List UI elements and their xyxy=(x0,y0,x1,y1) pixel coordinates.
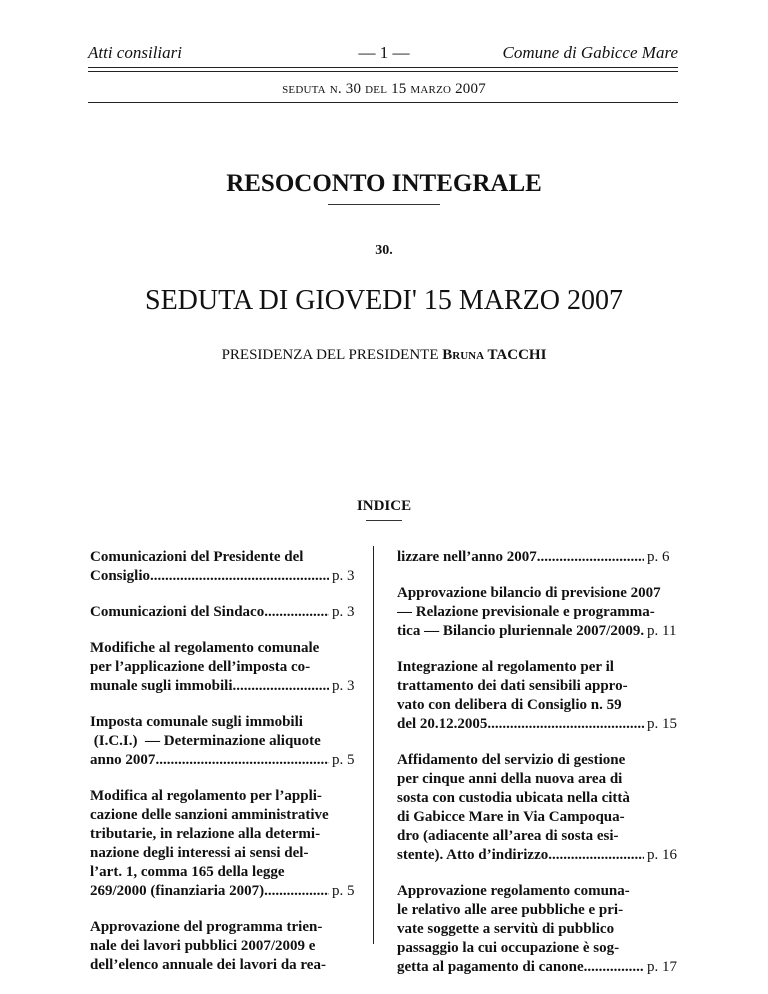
index-entry-last-line xyxy=(90,567,354,586)
index-entry-text: stente). Atto d’indirizzo xyxy=(397,847,549,863)
index-entry-text: 269/2000 (finanziaria 2007) xyxy=(90,883,265,899)
session-subheader: seduta n. 30 del 15 marzo 2007 xyxy=(282,81,486,97)
index-entry-text: Consiglio xyxy=(90,568,151,584)
index-entry-line: le relativo alle aree pubbliche e pri- xyxy=(397,902,624,918)
index-underline xyxy=(366,520,402,521)
index-entry-page: p. 3 xyxy=(332,604,355,620)
index-entry xyxy=(397,658,677,734)
index-entry-line: di Gabicce Mare in Via Campoqua- xyxy=(397,809,625,825)
index-entry-page: p. 5 xyxy=(332,883,355,899)
index-entry-page: p. 3 xyxy=(332,568,355,584)
index-entry-last-line xyxy=(90,603,354,622)
index-entry-page: p. 5 xyxy=(332,752,355,768)
index-entry-page: p. 16 xyxy=(647,847,677,863)
index-entry-line: (I.C.I.) — Determinazione aliquote xyxy=(90,733,321,749)
index-entry-line: l’art. 1, comma 165 della legge xyxy=(90,864,285,880)
header-right: Comune di Gabicce Mare xyxy=(502,43,678,62)
column-divider xyxy=(373,546,374,944)
index-entry-line: Modifica al regolamento per l’appli- xyxy=(90,788,322,804)
index-entry xyxy=(397,882,677,977)
index-entry xyxy=(397,548,677,567)
leader-dots xyxy=(233,677,329,696)
index-entry-last-line xyxy=(90,751,354,770)
index-entry-line: dell’elenco annuale dei lavori da rea- xyxy=(90,957,326,973)
index-entry-line: Approvazione bilancio di previsione 2007 xyxy=(397,585,661,601)
index-entry-text: tica — Bilancio pluriennale 2007/2009 xyxy=(397,623,641,639)
leader-dots xyxy=(548,846,644,865)
index-entry-line: trattamento dei dati sensibili appro- xyxy=(397,678,628,694)
index-entry xyxy=(397,751,677,865)
index-entry-text: Comunicazioni del Sindaco xyxy=(90,604,265,620)
index-entry xyxy=(90,918,354,975)
index-entry-line: vato con delibera di Consiglio n. 59 xyxy=(397,697,622,713)
index-entry-line: tributarie, in relazione alla determi- xyxy=(90,826,321,842)
index-entry xyxy=(90,713,354,770)
index-entry-line: Affidamento del servizio di gestione xyxy=(397,752,626,768)
index-entry-line: per l’applicazione dell’imposta co- xyxy=(90,659,311,675)
index-entry-line: Approvazione del programma trien- xyxy=(90,919,323,935)
index-entry-line: Approvazione regolamento comuna- xyxy=(397,883,630,899)
document-title: RESOCONTO INTEGRALE xyxy=(226,170,542,197)
session-number: 30. xyxy=(375,243,393,258)
index-entry-page: p. 17 xyxy=(647,959,677,975)
index-entry-line: nale dei lavori pubblici 2007/2009 e xyxy=(90,938,316,954)
index-entry-line: Integrazione al regolamento per il xyxy=(397,659,614,675)
index-entry-line: vate soggette a servitù di pubblico xyxy=(397,921,615,937)
index-entry-text: munale sugli immobili xyxy=(90,678,233,694)
header-rule-top xyxy=(88,67,678,68)
subheader-rule xyxy=(88,102,678,103)
index-entry-text: lizzare nell’anno 2007 xyxy=(397,549,537,565)
index-column-left xyxy=(90,548,354,992)
index-entry-last-line xyxy=(397,548,677,567)
leader-dots xyxy=(584,958,644,977)
index-entry-page: p. 3 xyxy=(332,678,355,694)
index-entry-last-line xyxy=(397,958,677,977)
leader-dots xyxy=(537,548,644,567)
index-entry xyxy=(90,787,354,901)
index-entry-last-line xyxy=(90,882,354,901)
leader-dots xyxy=(150,567,329,586)
index-title: INDICE xyxy=(356,498,412,514)
index-entry-text: getta al pagamento di canone xyxy=(397,959,584,975)
leader-dots xyxy=(264,882,329,901)
index-entry xyxy=(90,548,354,586)
index-entry-line: Comunicazioni del Presidente del xyxy=(90,549,304,565)
presidency-prefix: PRESIDENZA DEL PRESIDENTE xyxy=(221,347,439,363)
index-entry-last-line xyxy=(397,622,677,641)
index-entry-line: Modifiche al regolamento comunale xyxy=(90,640,320,656)
index-entry-line: nazione degli interessi ai sensi del- xyxy=(90,845,309,861)
index-entry-page: p. 15 xyxy=(647,716,677,732)
session-title: SEDUTA DI GIOVEDI' 15 MARZO 2007 xyxy=(145,285,623,316)
index-entry-last-line xyxy=(397,715,677,734)
index-entry-line: cazione delle sanzioni amministrative xyxy=(90,807,329,823)
index-entry-line: Imposta comunale sugli immobili xyxy=(90,714,303,730)
index-entry-page: p. 6 xyxy=(647,549,670,565)
index-entry-line: per cinque anni della nuova area di xyxy=(397,771,623,787)
index-entry-line: sosta con custodia ubicata nella città xyxy=(397,790,630,806)
index-column-right xyxy=(397,548,677,994)
index-entry xyxy=(90,603,354,622)
index-entry-last-line xyxy=(90,677,354,696)
index-entry xyxy=(90,639,354,696)
leader-dots xyxy=(487,715,644,734)
leader-dots xyxy=(264,603,329,622)
presidency-line xyxy=(0,347,768,364)
page-number: — 1 — xyxy=(358,43,410,62)
index-entry-last-line xyxy=(397,846,677,865)
header-left: Atti consiliari xyxy=(88,43,182,62)
index-entry-page: p. 11 xyxy=(647,623,677,639)
index-entry-line: passaggio la cui occupazione è sog- xyxy=(397,940,620,956)
index-entry-line: dro (adiacente all’area di sosta esi- xyxy=(397,828,619,844)
header-rule-second xyxy=(88,71,678,72)
leader-dots xyxy=(155,751,329,770)
index-entry-line: — Relazione previsionale e programma- xyxy=(397,604,655,620)
index-entry xyxy=(397,584,677,641)
president-name: Bruna TACCHI xyxy=(442,347,547,363)
index-entry-text: anno 2007 xyxy=(90,752,156,768)
index-entry-text: del 20.12.2005 xyxy=(397,716,488,732)
title-underline xyxy=(328,204,440,205)
